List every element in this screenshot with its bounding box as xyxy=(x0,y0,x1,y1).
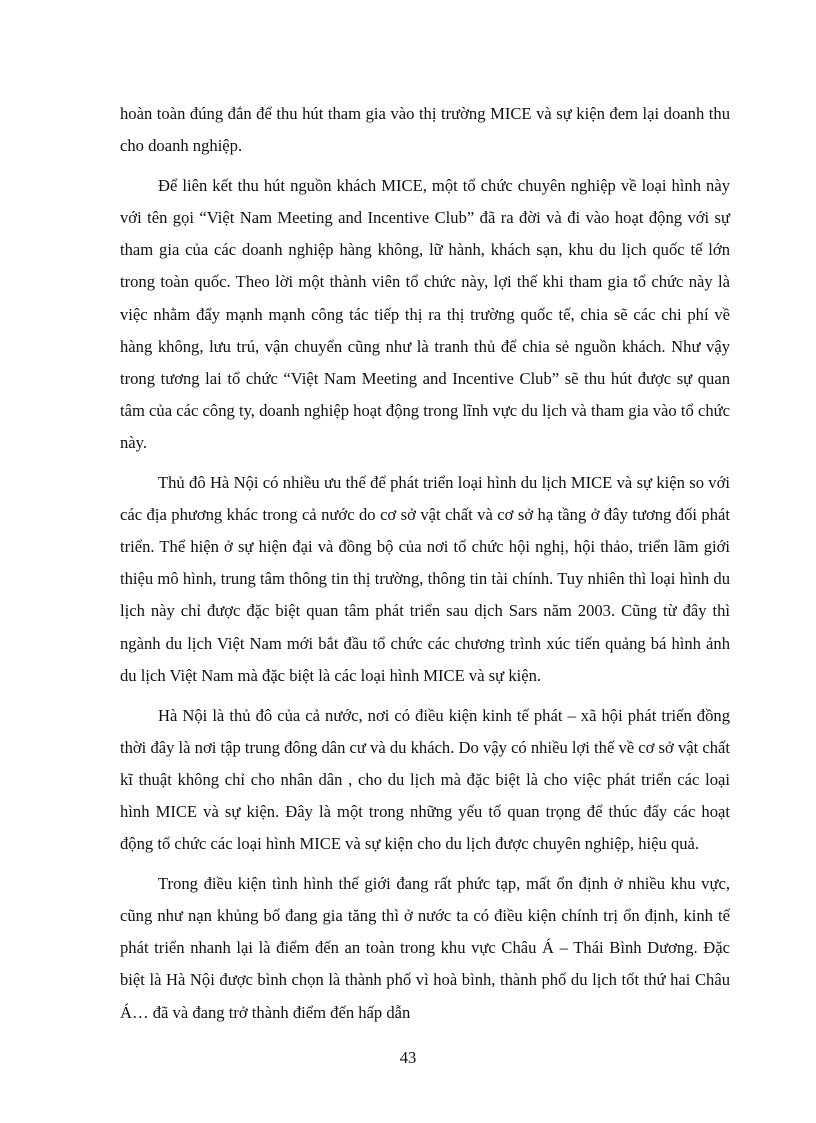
body-text xyxy=(120,98,730,1037)
page-number: 43 xyxy=(399,1048,417,1067)
paragraph-mice-club: Để liên kết thu hút nguồn khách MICE, một tổ chức chuyên nghiệp về loại hình này với tên gọi “Việt Nam Meeting and Incentive Club” đã ra đời và đi vào hoạt động với sự tham gia của các doanh nghiệp hàng không, lữ hành, khách sạn, khu du lịch quốc tế lớn trong toàn quốc. Theo lời một thành viên tổ chức này, lợi thế khi tham gia tổ chức này là việc nhằm đẩy mạnh mạnh công tác tiếp thị ra thị trường quốc tế, chia sẽ các chi phí về hàng không, lưu trú, vận chuyển cũng như là tranh thủ để chia sẻ nguồn khách. Như vậy trong tương lai tổ chức “Việt Nam Meeting and Incentive Club” sẽ thu hút được sự quan tâm của các công ty, doanh nghiệp hoạt động trong lĩnh vực du lịch và tham gia vào tổ chức này. xyxy=(120,176,730,452)
paragraph-hanoi-capital: Hà Nội là thủ đô của cả nước, nơi có điều kiện kinh tế phát – xã hội phát triển đồng thời đây là nơi tập trung đông dân cư và du khách. Do vậy có nhiều lợi thế về cơ sở vật chất kĩ thuật không chỉ cho nhân dân , cho du lịch mà đặc biệt là cho việc phát triển các loại hình MICE và sự kiện. Đây là một trong những yếu tố quan trọng để thúc đẩy các hoạt động tổ chức các loại hình MICE và sự kiện cho du lịch được chuyên nghiệp, hiệu quả. xyxy=(120,705,730,854)
paragraph-world-situation: Trong điều kiện tình hình thế giới đang rất phức tạp, mất ổn định ở nhiều khu vực, cũng như nạn khủng bố đang gia tăng thì ở nước ta có điều kiện chính trị ổn định, kinh tế phát triển nhanh lại là điểm đến an toàn trong khu vực Châu Á – Thái Bình Dương. Đặc biệt là Hà Nội được bình chọn là thành phố vì hoà bình, thành phố du lịch tốt thứ hai Châu Á… đã và đang trở thành điểm đến hấp dẫn xyxy=(120,874,730,1022)
paragraph-continuation: hoàn toàn đúng đắn để thu hút tham gia vào thị trường MICE và sự kiện đem lại doanh thu cho doanh nghiệp. xyxy=(120,104,730,156)
paragraph-hanoi-advantages: Thủ đô Hà Nội có nhiều ưu thế để phát triển loại hình du lịch MICE và sự kiện so với các địa phương khác trong cả nước do cơ sở vật chất và cơ sở hạ tầng ở đây tương đối phát triển. Thể hiện ở sự hiện đại và đồng bộ của nơi tổ chức hội nghị, hội thảo, triển lãm giới thiệu mô hình, trung tâm thông tin thị trường, thông tin tài chính. Tuy nhiên thì loại hình du lịch này chỉ được đặc biệt quan tâm phát triển sau dịch Sars năm 2003. Cũng từ đây thì ngành du lịch Việt Nam mới bắt đầu tổ chức các chương trình xúc tiến quảng bá hình ảnh du lịch Việt Nam mà đặc biệt là các loại hình MICE và sự kiện. xyxy=(120,473,730,685)
